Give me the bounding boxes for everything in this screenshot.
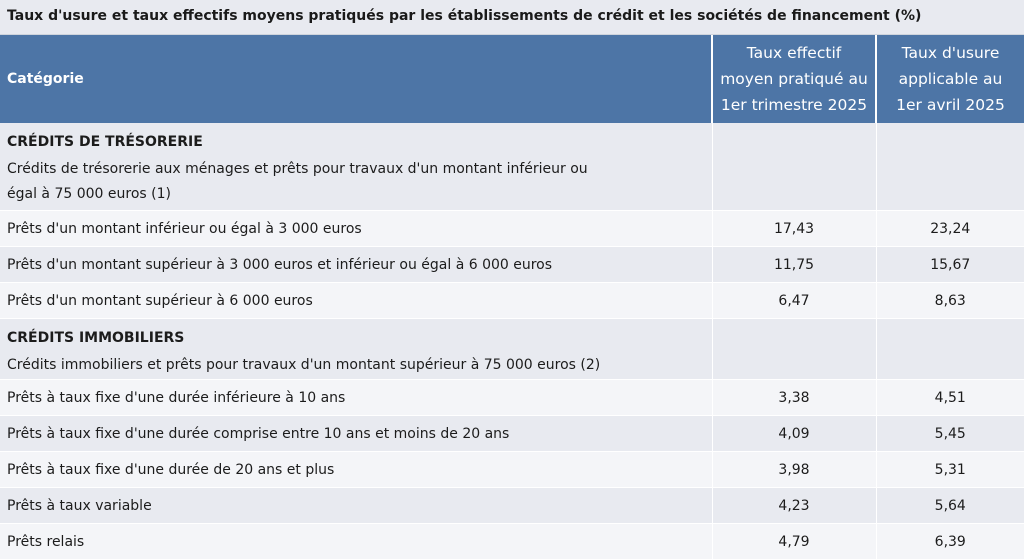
row-label: Prêts à taux fixe d'une durée comprise entre 10 ans et moins de 20 ans (0, 416, 712, 452)
empty-cell (712, 123, 876, 211)
table-row (0, 452, 1024, 488)
table-row (0, 488, 1024, 524)
row-label: Prêts d'un montant inférieur ou égal à 3 000 euros (0, 211, 712, 247)
row-label: Prêts d'un montant supérieur à 6 000 euros (0, 283, 712, 319)
table-row (0, 416, 1024, 452)
taux-effectif-value: 17,43 (712, 211, 876, 247)
table-caption: Taux d'usure et taux effectifs moyens pratiqués par les établissements de crédit et les sociétés de financement (%) (0, 0, 1024, 35)
section-cell (0, 123, 712, 211)
taux-effectif-value: 4,79 (712, 524, 876, 560)
taux-effectif-value: 3,98 (712, 452, 876, 488)
empty-cell (712, 319, 876, 380)
header-taux-effectif (712, 35, 876, 123)
header-taux-effectif-line: moyen pratiqué au (720, 70, 868, 88)
row-label: Prêts à taux variable (0, 488, 712, 524)
taux-effectif-value: 6,47 (712, 283, 876, 319)
taux-usure-value: 23,24 (876, 211, 1024, 247)
rates-table (0, 35, 1024, 560)
header-taux-usure-line: Taux d'usure (901, 44, 1000, 62)
taux-usure-value: 8,63 (876, 283, 1024, 319)
row-label: Prêts à taux fixe d'une durée inférieure à 10 ans (0, 380, 712, 416)
header-taux-usure (876, 35, 1024, 123)
table-row (0, 524, 1024, 560)
row-label: Prêts relais (0, 524, 712, 560)
section-title: CRÉDITS IMMOBILIERS (7, 330, 185, 346)
section-row-tresorerie (0, 123, 1024, 211)
taux-effectif-value: 4,09 (712, 416, 876, 452)
taux-usure-value: 6,39 (876, 524, 1024, 560)
section-row-immobiliers (0, 319, 1024, 380)
taux-effectif-value: 3,38 (712, 380, 876, 416)
row-label: Prêts d'un montant supérieur à 3 000 euros et inférieur ou égal à 6 000 euros (0, 247, 712, 283)
empty-cell (876, 319, 1024, 380)
table-row (0, 211, 1024, 247)
table-row (0, 380, 1024, 416)
taux-usure-value: 5,64 (876, 488, 1024, 524)
section-cell (0, 319, 712, 380)
header-taux-effectif-line: Taux effectif (746, 44, 842, 62)
taux-effectif-value: 11,75 (712, 247, 876, 283)
empty-cell (876, 123, 1024, 211)
taux-usure-value: 5,45 (876, 416, 1024, 452)
taux-usure-value: 4,51 (876, 380, 1024, 416)
header-categorie: Catégorie (0, 35, 712, 123)
header-taux-effectif-line: 1er trimestre 2025 (720, 96, 868, 114)
taux-usure-value: 5,31 (876, 452, 1024, 488)
header-taux-usure-line: 1er avril 2025 (896, 96, 1005, 114)
section-title: CRÉDITS DE TRÉSORERIE (7, 134, 203, 150)
taux-usure-value: 15,67 (876, 247, 1024, 283)
table-row (0, 283, 1024, 319)
row-label: Prêts à taux fixe d'une durée de 20 ans et plus (0, 452, 712, 488)
section-description: Crédits de trésorerie aux ménages et prêts pour travaux d'un montant inférieur ou égal à 75 000 euros (1) (7, 161, 588, 202)
section-description: Crédits immobiliers et prêts pour travaux d'un montant supérieur à 75 000 euros (2) (7, 357, 601, 373)
header-row (0, 35, 1024, 123)
taux-effectif-value: 4,23 (712, 488, 876, 524)
header-taux-usure-line: applicable au (898, 70, 1003, 88)
table-row (0, 247, 1024, 283)
